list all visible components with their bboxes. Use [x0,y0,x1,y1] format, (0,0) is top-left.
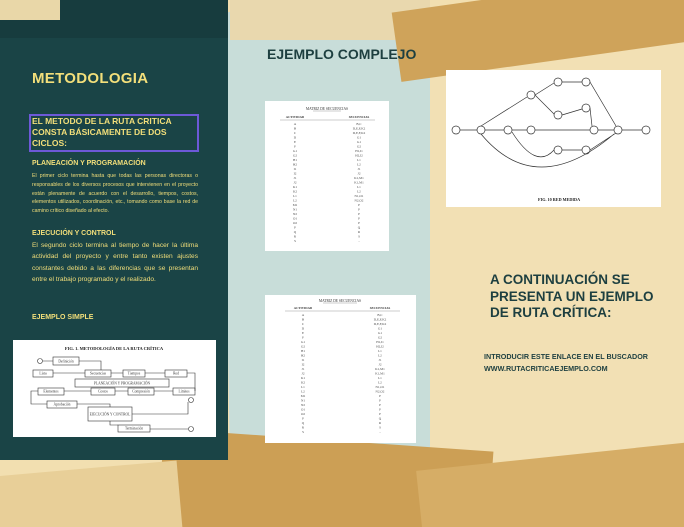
table-cell-secuencias: S [358,234,360,239]
table-cell-secuencias: H2,I2 [355,153,363,158]
table-cell-secuencias: L1 [357,185,361,189]
table-cell-actividad: J1 [301,367,305,371]
table-cell-actividad: P [302,416,304,421]
box-red: Red [173,371,179,376]
table-cell-actividad: J1 [293,176,297,180]
table-cell-actividad: C [293,131,297,135]
table-cell-secuencias: J1 [357,167,361,171]
box-compresion: Compresión [132,389,150,394]
table-cell-actividad: D [301,326,305,331]
table-cell-actividad: N2 [292,212,298,216]
table-cell-actividad: K1 [292,185,298,189]
table-cell-secuencias: K1,M1 [375,371,385,376]
figure-caption: FIG. 1. METODOLOGÍA DE LA RUTA CRÍTICA [64,346,164,351]
table-cell-secuencias: P [379,412,381,416]
table-cell-actividad: S [302,430,304,434]
table-cell-secuencias: D,E,F,K2 [373,322,387,326]
table-cell-secuencias: H2,I2 [376,344,384,349]
table-cell-secuencias: G2 [377,335,383,340]
table-cell-secuencias: D,E,F,K2 [373,317,387,322]
complex-example-title: EJEMPLO COMPLEJO [267,46,417,62]
method-title[interactable]: EL METODO DE LA RUTA CRITICA CONSTA BÁSICAMENTE DE DOS CICLOS: [32,116,172,148]
table-cell-secuencias: N1,O1 [375,385,385,389]
table-cell-actividad: F [302,335,304,340]
table-cell-actividad: A [301,313,305,317]
col-header-secuencias: SECUENCIAS [348,115,370,119]
execution-text: El segundo ciclo termina al tiempo de hacer la última actividad del proyecto y entre tanto existen ajustes constantes debido a las diferencias que se presentan entre el trabajo programado y el realizado. [32,242,198,284]
table-cell-secuencias: P [379,398,381,403]
tape-corner [0,0,60,20]
table-cell-actividad: I1 [301,358,305,362]
table-cell-secuencias: K1,M1 [354,180,364,185]
planning-text: El primer ciclo termina hasta que todas las personas directoras o responsables de los diversos procesos que intervienen en el proyecto están plenamente de acuerdo con el desarrollo, tiempos, costos, elementos utilizados, coordinación, etc., tomando como base la red de camino crítico diseñado al efecto. [32,173,198,215]
planning-heading: PLANEACIÓN Y PROGRAMACIÓN [32,160,146,167]
sequence-table-1 [265,101,389,251]
table-cell-secuencias: L1 [378,349,382,353]
table-cell-actividad: G2 [292,153,298,158]
box-lista: Lista [39,371,47,376]
table-cell-secuencias: L2 [357,189,361,194]
execution-heading: EJECUCIÓN Y CONTROL [32,230,116,237]
simple-example-figure [13,340,216,437]
metodologia-heading: METODOLOGIA [32,70,149,87]
table-cell-actividad: B [301,317,305,322]
table-cell-secuencias: J2 [378,362,382,367]
table-cell-secuencias: J1 [378,358,382,362]
table-cell-actividad: E [301,331,305,335]
table-cell-secuencias: D,E,F,K2 [352,131,366,135]
table-cell-actividad: C [301,322,305,326]
table-cell-actividad: S [294,239,296,243]
table-cell-actividad: J2 [301,371,305,376]
network-diagram [446,70,661,207]
table-cell-actividad: A [293,122,297,126]
table-cell-secuencias: D,E,F,K2 [352,126,366,131]
simple-example-label: EJEMPLO SIMPLE [32,314,94,321]
continue-title: A CONTINUACIÓN SE PRESENTA UN EJEMPLO DE RUTA CRÍTICA: [490,272,654,320]
table-cell-actividad: L1 [293,194,297,198]
table-cell-secuencias: P [358,207,360,212]
table-cell-secuencias: B,C [377,313,383,317]
table-cell-secuencias: L2 [378,380,382,385]
table-cell-secuencias: P [358,221,360,225]
table-cell-secuencias: P [358,216,360,221]
table-cell-actividad: N1 [300,398,306,403]
box-definicion: Definición [58,359,74,364]
table-title: MATRIZ DE SECUENCIAS [318,299,362,303]
table-cell-actividad: G2 [300,344,306,349]
network-figure [446,70,661,207]
table-cell-secuencias: R [357,230,361,234]
table-cell-actividad: I1 [293,167,297,171]
table-cell-secuencias: R [378,421,382,425]
table-cell-actividad: O2 [300,412,306,416]
table-cell-actividad: N1 [292,207,298,212]
table-cell-secuencias: K1,M1 [354,176,364,180]
table-cell-secuencias: N2,O2 [354,198,364,203]
table-cell-actividad: M1 [300,394,306,398]
box-planeacion: PLANEACIÓN Y PROGRAMACIÓN [93,381,151,386]
table-title: MATRIZ DE SECUENCIAS [305,107,349,111]
table-cell-secuencias: G2 [356,144,362,149]
sequence-table-1-content [265,101,389,251]
table-cell-actividad: Q [301,421,305,425]
box-tiempos: Tiempos [127,371,141,376]
box-aprobacion: Aprobación [53,402,71,407]
table-cell-actividad: Q [293,230,297,234]
table-cell-secuencias: P [358,203,360,207]
table-cell-actividad: L2 [293,198,297,203]
table-cell-secuencias: N2,O2 [375,389,385,394]
table-cell-actividad: R [301,425,305,430]
table-cell-secuencias: G1 [377,331,383,335]
table-cell-secuencias: P [379,403,381,407]
box-costos: Costos [98,389,108,394]
box-elementos: Elementos [43,389,59,394]
table-cell-actividad: H2 [292,162,298,167]
intro-text: INTRODUCIR ESTE ENLACE EN EL BUSCADOR [484,352,648,361]
table-cell-actividad: L1 [301,385,305,389]
table-cell-actividad: H1 [292,158,298,162]
table-cell-actividad: O1 [292,216,298,221]
table-cell-secuencias: G1 [377,326,383,331]
sequence-table-2 [265,295,416,443]
table-cell-actividad: K2 [292,189,298,194]
table-cell-secuencias: G1 [356,140,362,144]
table-cell-actividad: O1 [300,407,306,412]
table-cell-actividad: K1 [300,376,306,380]
table-cell-actividad: I2 [301,362,305,367]
table-cell-secuencias: H1,I1 [376,340,384,344]
table-cell-secuencias: B,C [356,122,362,126]
table-cell-secuencias: Q [357,225,361,230]
table-cell-secuencias: P [379,394,381,398]
table-cell-secuencias: K1,M1 [375,367,385,371]
table-cell-actividad: E [293,140,297,144]
table-cell-secuencias: G1 [356,135,362,140]
table-cell-secuencias: - [358,239,360,243]
table-cell-actividad: G1 [300,340,306,344]
sequence-table-2-content [265,295,416,443]
table-cell-secuencias: L2 [357,162,361,167]
table-cell-actividad: B [293,126,297,131]
table-cell-secuencias: L1 [357,158,361,162]
table-cell-secuencias: L2 [378,353,382,358]
table-cell-secuencias: P [379,407,381,412]
table-cell-actividad: K2 [300,380,306,385]
col-header-secuencias: SECUENCIAS [369,306,391,310]
table-cell-actividad: N2 [300,403,306,407]
col-header-actividad: ACTIVIDAD [285,115,305,119]
example-link[interactable]: WWW.RUTACRITICAEJEMPLO.COM [484,364,608,373]
table-cell-secuencias: J2 [357,171,361,176]
network-caption: FIG. 10 RED MEDIDA [538,197,581,202]
table-cell-actividad: O2 [292,221,298,225]
table-cell-secuencias: S [379,425,381,430]
table-cell-actividad: L2 [301,389,305,394]
box-secuencias: Secuencias [90,371,106,376]
table-cell-actividad: I2 [293,171,297,176]
box-ejecucion: EJECUCIÓN Y CONTROL [89,412,131,417]
box-limites: Limites [178,389,190,394]
table-cell-secuencias: P [358,212,360,216]
table-cell-actividad: F [294,144,296,149]
table-cell-actividad: M1 [292,203,298,207]
box-terminacion: Terminación [124,426,144,431]
table-cell-secuencias: N1,O1 [354,194,364,198]
col-header-actividad: ACTIVIDAD [293,306,313,310]
table-cell-actividad: H1 [300,349,306,353]
methodology-diagram [13,340,216,437]
table-cell-actividad: H2 [300,353,306,358]
table-cell-secuencias: Q [378,416,382,421]
table-cell-actividad: G1 [292,149,298,153]
table-cell-actividad: P [294,225,296,230]
table-cell-secuencias: H1,I1 [355,149,363,153]
intro-block [484,351,654,375]
table-cell-actividad: J2 [293,180,297,185]
table-cell-actividad: R [293,234,297,239]
table-cell-actividad: D [293,135,297,140]
table-cell-secuencias: L1 [378,376,382,380]
table-cell-secuencias: - [379,430,381,434]
